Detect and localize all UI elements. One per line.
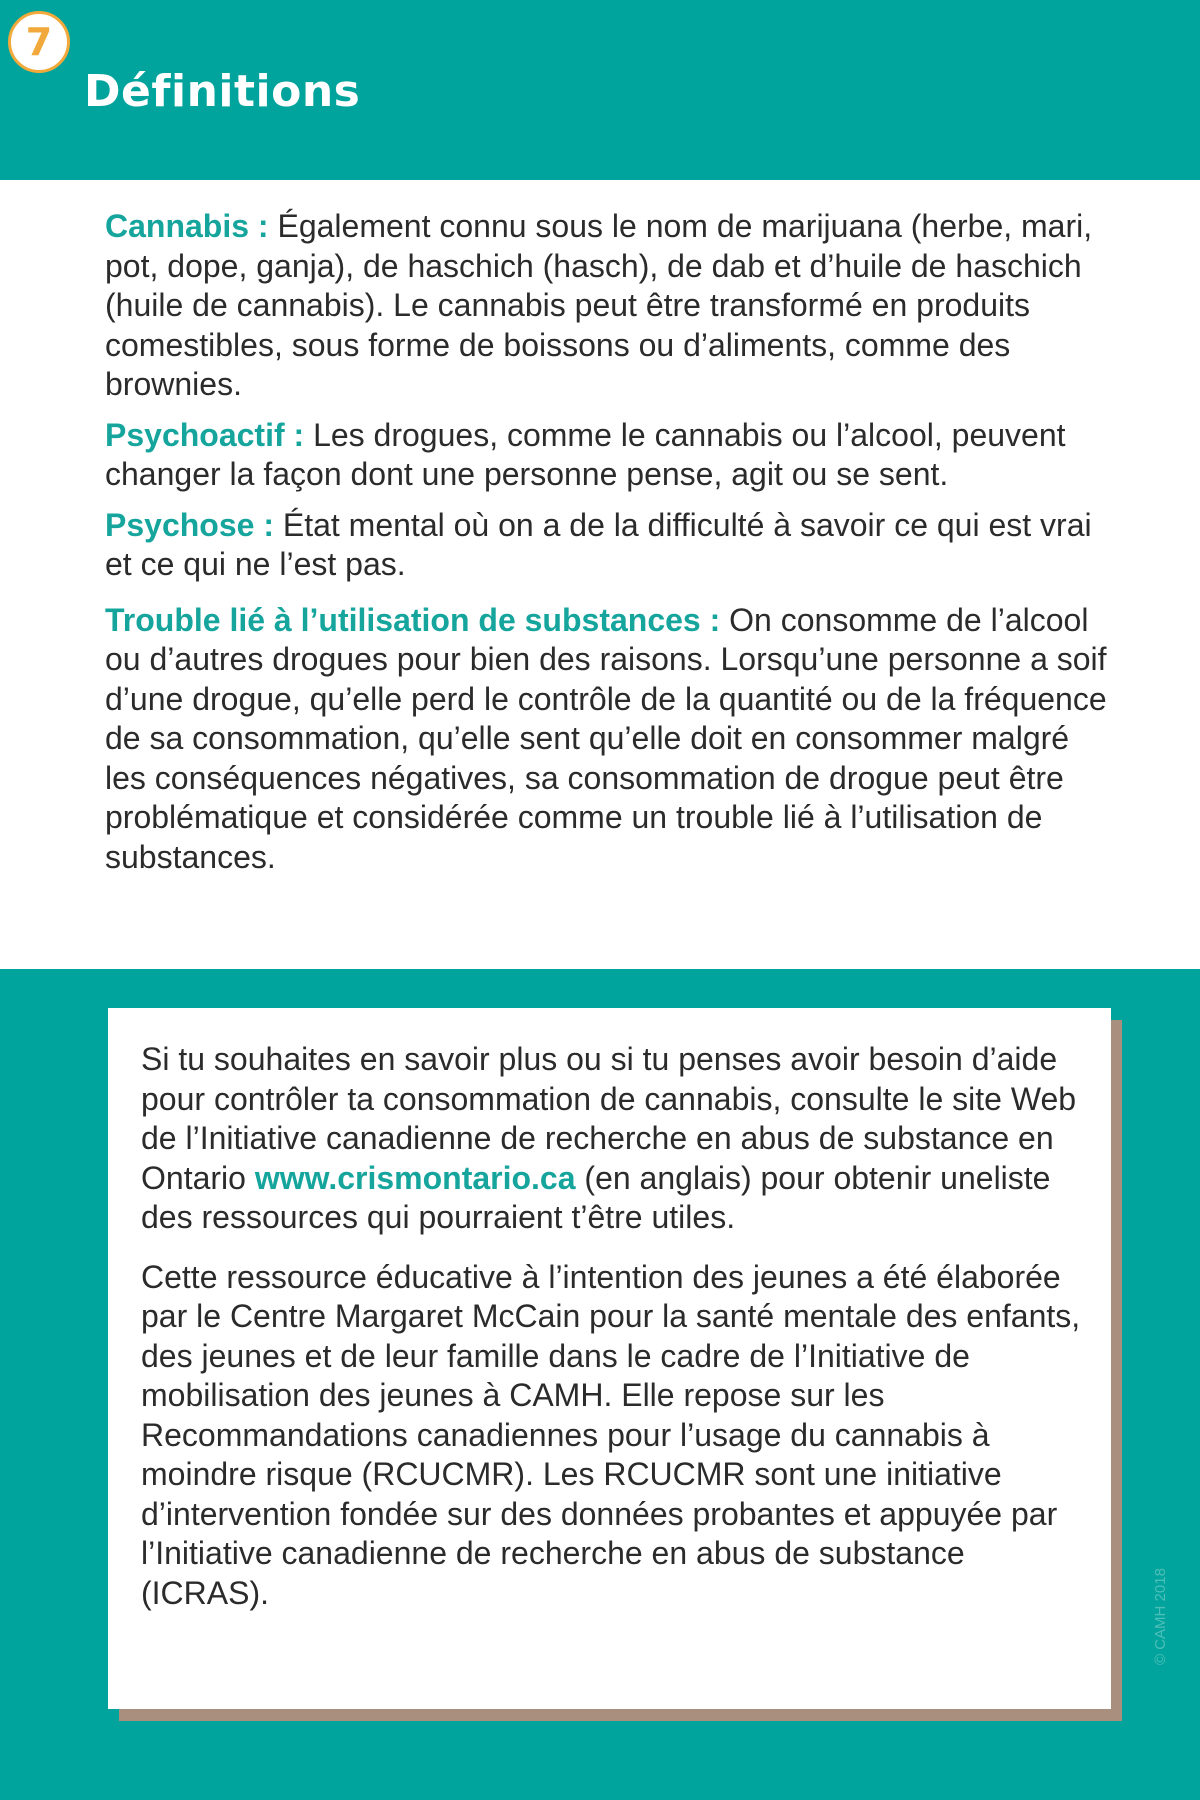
page-title: Définitions	[84, 66, 361, 117]
definition-text: Les drogues, comme le cannabis ou l’alcool, peuvent changer la façon dont une personne pense, agit ou se sent.	[105, 416, 1066, 492]
definition-term: Psychoactif :	[105, 416, 305, 453]
definition-trouble-substances	[105, 601, 1115, 878]
definition-term: Cannabis :	[105, 208, 269, 244]
definitions-section	[0, 180, 1200, 969]
definition-psychoactif	[105, 416, 1115, 495]
definition-cannabis	[105, 207, 1115, 405]
definitions-list	[105, 207, 1115, 888]
definition-psychose	[105, 506, 1115, 585]
info-box	[108, 1008, 1111, 1709]
copyright-notice: © CAMH 2018	[1152, 1568, 1169, 1665]
info-box-content	[141, 1040, 1081, 1633]
definition-text: On consomme de l’alcool ou d’autres drogues pour bien des raisons. Lorsqu’une personne a soif d’une drogue, qu’elle perd le contrôle de la quantité ou de la fréquence de sa consommation, qu’elle sent qu’elle doit en consommer malgré les conséquences négatives, sa consommation de drogue peut être problématique et considérée comme un trouble lié à l’utilisation de substances.	[105, 601, 1107, 875]
info-text: Si tu souhaites en savoir plus ou si tu penses avoir besoin d’aide pour contrôler ta consommation de cannabis, consulte le site Web de l’Initiative canadienne de recherche en abus de substance en Ontario	[141, 1041, 1077, 1196]
page-number-badge: 7	[8, 11, 70, 73]
info-paragraph-credits: Cette ressource éducative à l’intention des jeunes a été élaborée par le Centre Margaret McCain pour la santé mentale des enfants, des jeunes et de leur famille dans le cadre de l’Initiative de mobilisation des jeunes à CAMH. Elle repose sur les Recommandations canadiennes pour l’usage du cannabis à moindre risque (RCUCMR). Les RCUCMR sont une initiative d’intervention fondée sur des données probantes et appuyée par l’Initiative canadienne de recherche en abus de substance (ICRAS).	[141, 1258, 1081, 1611]
definition-text: État mental où on a de la difficulté à savoir ce qui est vrai et ce qui ne l’est pas.	[105, 506, 1092, 582]
info-text: (en anglais) pour obtenir uneliste des ressources qui pourraient t’être utiles.	[141, 1159, 1051, 1235]
definition-text: Également connu sous le nom de marijuana (herbe, mari, pot, dope, ganja), de haschich (hasch), de dab et d’huile de haschich (huile de cannabis). Le cannabis peut être transformé en produits comestibles, sous forme de boissons ou d’aliments, comme des brownies.	[105, 208, 1093, 402]
info-paragraph-resources	[141, 1040, 1081, 1238]
definition-term: Trouble lié à l’utilisation de substances :	[105, 601, 721, 638]
crismontario-link[interactable]: www.crismontario.ca	[254, 1159, 576, 1196]
header-band	[0, 0, 1200, 180]
definition-term: Psychose :	[105, 506, 274, 543]
